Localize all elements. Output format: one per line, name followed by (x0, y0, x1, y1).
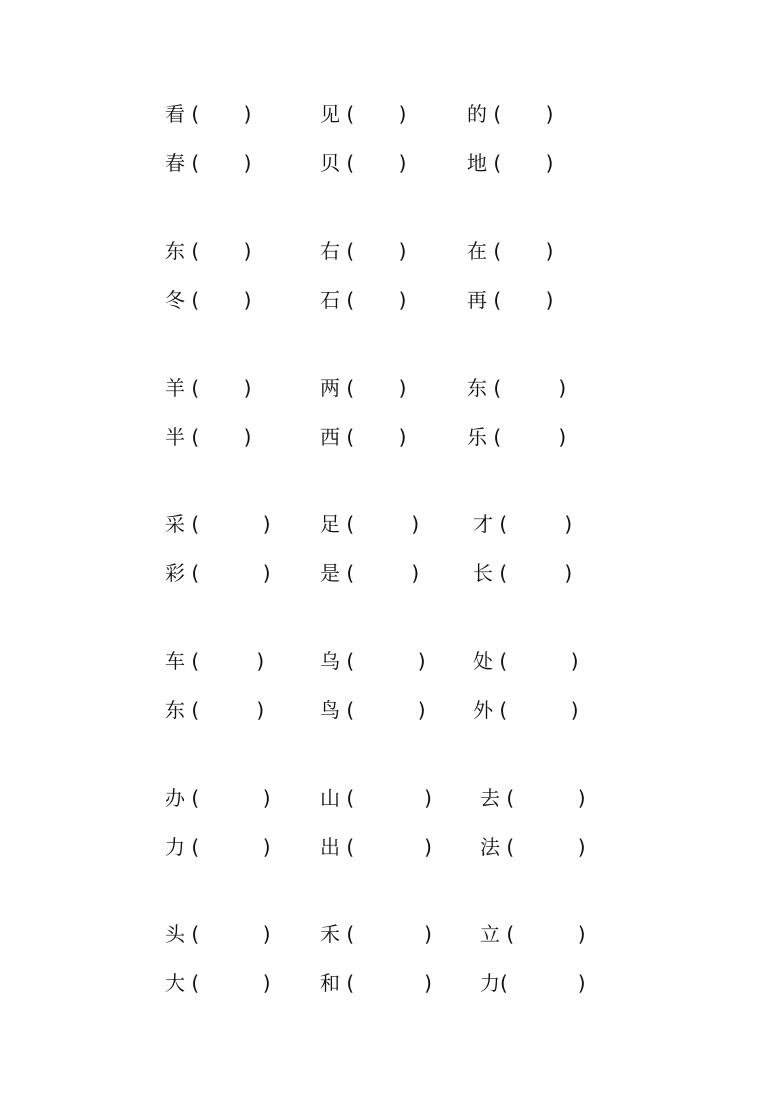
character-blank: 右 ( ) (320, 239, 407, 263)
character-blank: 山 ( ) (320, 786, 432, 810)
character-blank: 立 ( ) (480, 922, 586, 946)
character-blank: 才 ( ) (473, 512, 573, 536)
character-blank: 和 ( ) (320, 971, 432, 995)
character-blank: 东 ( ) (165, 239, 252, 263)
character-blank: 去 ( ) (480, 786, 586, 810)
character-blank: 见 ( ) (320, 102, 407, 126)
character-blank: 西 ( ) (320, 425, 407, 449)
character-blank: 头 ( ) (165, 922, 271, 946)
character-blank: 足 ( ) (320, 512, 420, 536)
character-blank: 半 ( ) (165, 425, 252, 449)
character-blank: 处 ( ) (473, 649, 579, 673)
character-blank: 贝 ( ) (320, 151, 407, 175)
character-blank: 采 ( ) (165, 512, 271, 536)
character-blank: 乌 ( ) (320, 649, 426, 673)
character-blank: 法 ( ) (480, 835, 586, 859)
character-blank: 春 ( ) (165, 151, 252, 175)
character-blank: 东 ( ) (467, 376, 567, 400)
character-blank: 在 ( ) (467, 239, 554, 263)
character-blank: 大 ( ) (165, 971, 271, 995)
character-blank: 看 ( ) (165, 102, 252, 126)
character-blank: 地 ( ) (467, 151, 554, 175)
character-blank: 外 ( ) (473, 698, 579, 722)
character-blank: 彩 ( ) (165, 561, 271, 585)
character-blank: 石 ( ) (320, 288, 407, 312)
character-blank: 办 ( ) (165, 786, 271, 810)
character-blank: 力 ( ) (165, 835, 271, 859)
character-blank: 是 ( ) (320, 561, 420, 585)
character-blank: 出 ( ) (320, 835, 432, 859)
character-blank: 乐 ( ) (467, 425, 567, 449)
character-blank: 羊 ( ) (165, 376, 252, 400)
character-blank: 东 ( ) (165, 698, 265, 722)
character-blank: 再 ( ) (467, 288, 554, 312)
character-blank: 的 ( ) (467, 102, 554, 126)
character-blank: 禾 ( ) (320, 922, 432, 946)
character-blank: 长 ( ) (473, 561, 573, 585)
character-blank: 车 ( ) (165, 649, 265, 673)
character-blank: 力( ) (480, 971, 586, 995)
character-blank: 冬 ( ) (165, 288, 252, 312)
character-blank: 鸟 ( ) (320, 698, 426, 722)
character-blank: 两 ( ) (320, 376, 407, 400)
